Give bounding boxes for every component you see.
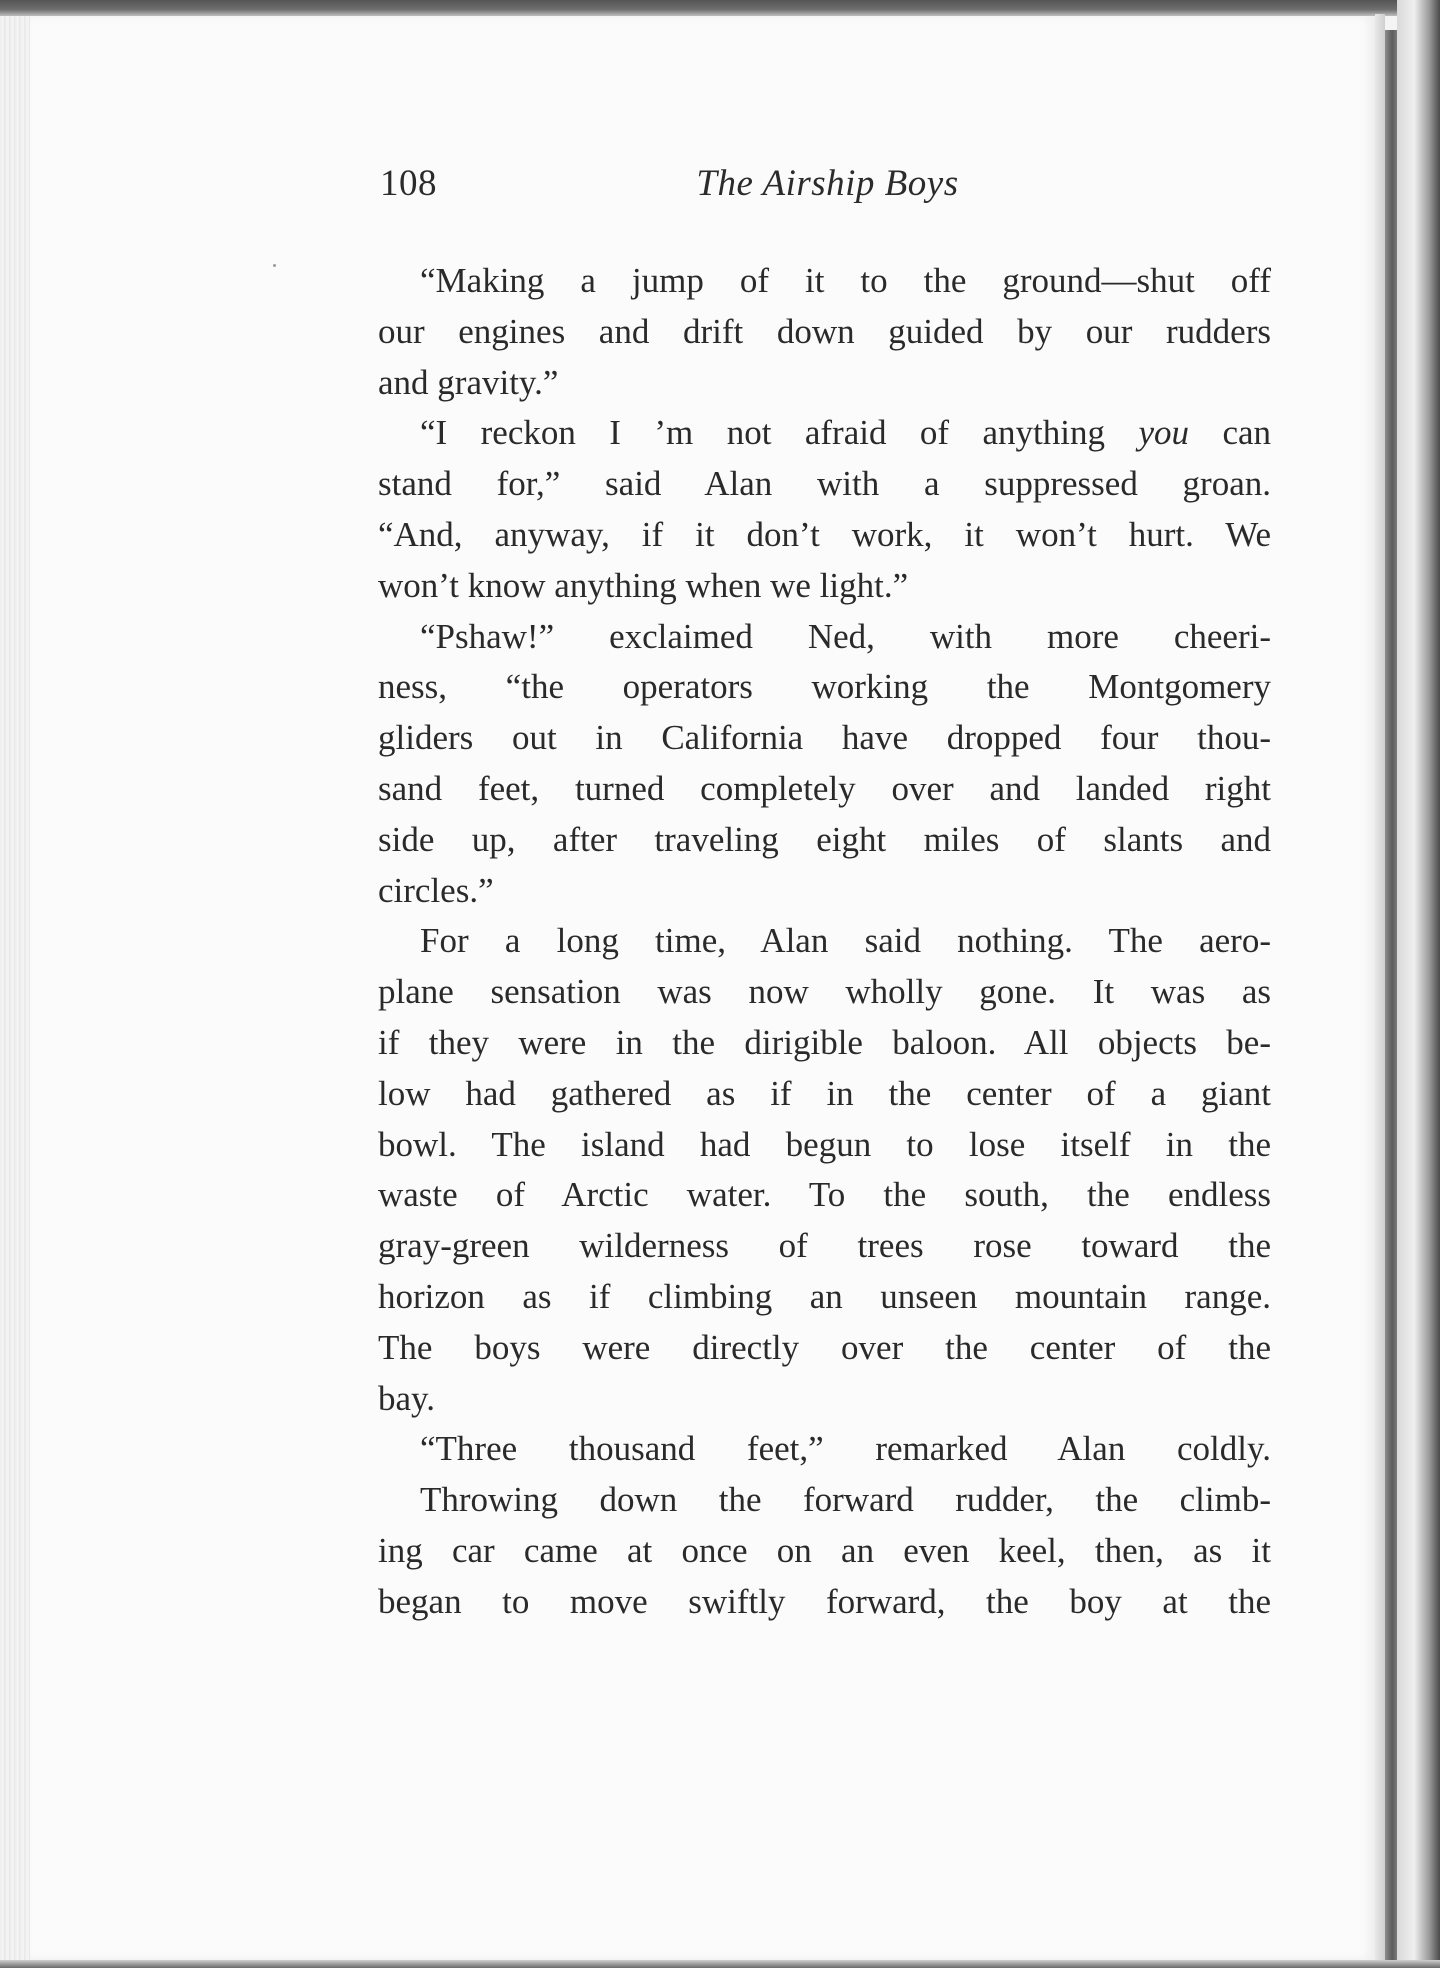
scan-right-margin [1397,0,1440,1968]
text-segment: can [1222,413,1271,453]
text-line: waste of Arctic water. To the south, the endless [378,1175,1271,1215]
text-line: low had gathered as if in the center of a giant [378,1073,1271,1113]
running-title: The Airship Boys [696,163,959,204]
text-line: stand for,” said Alan with a suppressed groan. [378,464,1271,504]
text-line: won’t know anything when we light.” [378,565,909,605]
text-line: “Three thousand feet,” remarked Alan coldly. [420,1429,1271,1469]
text-line: circles.” [378,870,494,910]
page-number: 108 [380,163,437,204]
text-line: side up, after traveling eight miles of slants and [378,819,1271,859]
text-line: bowl. The island had begun to lose itself in the [378,1124,1271,1164]
emphasized-word: you [1138,413,1189,453]
body-text [378,256,1271,1628]
running-head [380,162,1275,212]
text-line: sand feet, turned completely over and landed right [378,768,1271,808]
text-line: “Pshaw!” exclaimed Ned, with more cheeri- [420,616,1271,656]
text-line: our engines and drift down guided by our rudders [378,311,1271,351]
text-line: plane sensation was now wholly gone. It was as [378,972,1271,1012]
text-line: began to move swiftly forward, the boy at the [378,1581,1271,1621]
text-line: and gravity.” [378,362,559,402]
text-line: ness, “the operators working the Montgomery [378,667,1271,707]
text-line-with-italic [378,408,1271,459]
page-right-edge [1375,14,1385,1968]
scan-top-edge [0,0,1440,16]
text-line: gliders out in California have dropped four thou- [378,718,1271,758]
paper-speck [273,264,276,267]
book-spine-shadow [1385,30,1397,1968]
text-line: ing car came at once on an even keel, then, as it [378,1530,1271,1570]
text-line: For a long time, Alan said nothing. The aero- [420,921,1271,961]
text-line: bay. [378,1378,436,1418]
text-line: horizon as if climbing an unseen mountain range. [378,1276,1271,1316]
text-line: gray-green wilderness of trees rose toward the [378,1226,1271,1266]
text-segment: “I reckon I ’m not afraid of anything [420,413,1105,453]
text-line: “Making a jump of it to the ground—shut off [420,261,1271,300]
text-line: “And, anyway, if it don’t work, it won’t hurt. We [378,514,1271,554]
scan-bottom-edge [0,1960,1440,1968]
text-line: Throwing down the forward rudder, the climb- [420,1480,1271,1520]
text-line: if they were in the dirigible baloon. All objects be- [378,1022,1271,1062]
page-stack-left-edge [0,16,30,1968]
text-line: The boys were directly over the center of the [378,1327,1271,1367]
